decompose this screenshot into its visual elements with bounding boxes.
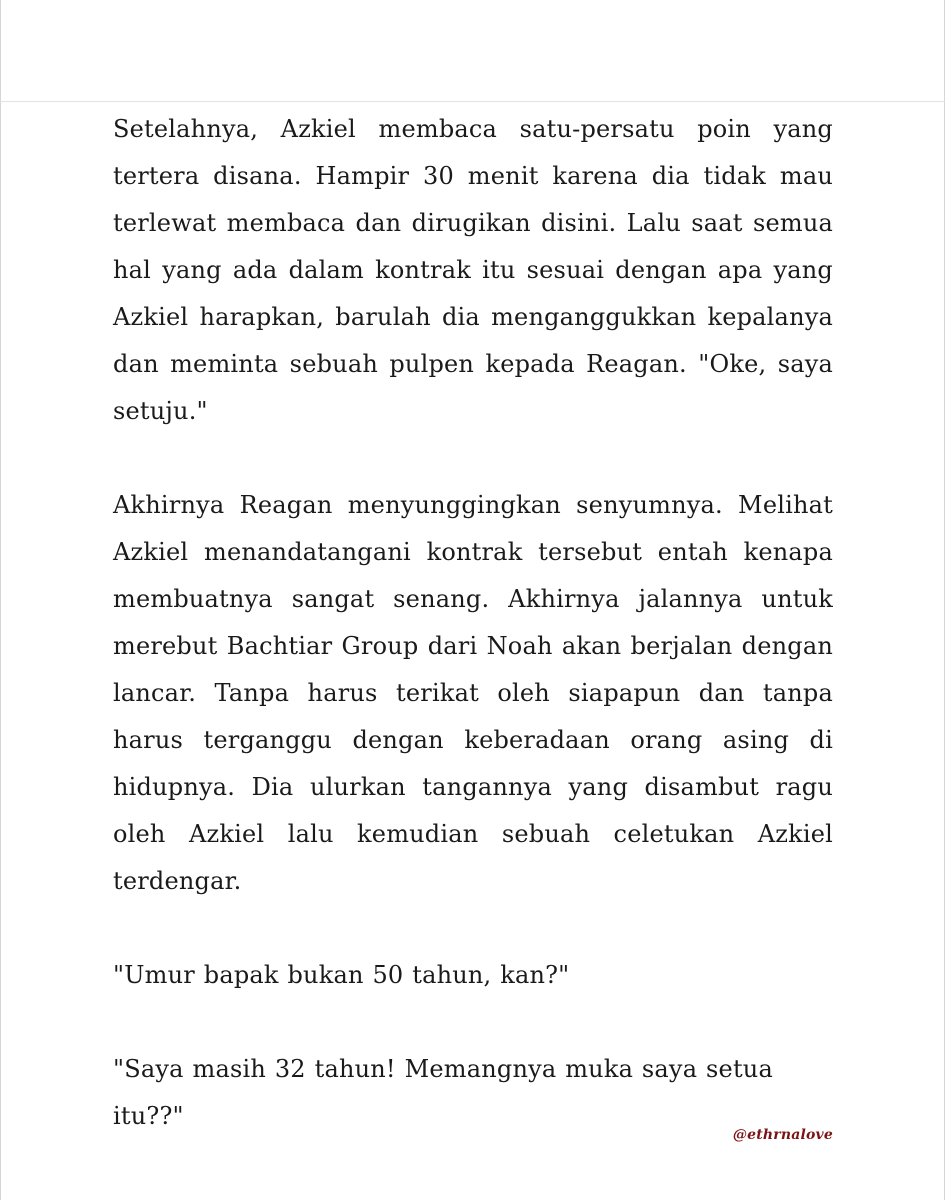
document-body xyxy=(113,106,833,1140)
paragraph-1: Setelahnya, Azkiel membaca satu-persatu poin yang tertera disana. Hampir 30 menit karena dia tidak mau terlewat membaca dan dirugikan disini. Lalu saat semua hal yang ada dalam kontrak itu sesuai dengan apa yang Azkiel harapkan, barulah dia menganggukkan kepalanya dan meminta sebuah pulpen kepada Reagan. "Oke, saya setuju." xyxy=(113,115,833,425)
paragraph-gap xyxy=(113,999,833,1046)
paragraph-gap xyxy=(113,905,833,952)
header-divider xyxy=(0,101,945,102)
paragraph-2: Akhirnya Reagan menyunggingkan senyumnya. Melihat Azkiel menandatangani kontrak tersebut entah kenapa membuatnya sangat senang. Akhirnya jalannya untuk merebut Bachtiar Group dari Noah akan berjalan dengan lancar. Tanpa harus terikat oleh siapapun dan tanpa harus terganggu dengan keberadaan orang asing di hidupnya. Dia ulurkan tangannya yang disambut ragu oleh Azkiel lalu kemudian sebuah celetukan Azkiel terdengar. xyxy=(113,491,833,895)
dialogue-line-2: "Saya masih 32 tahun! Memangnya muka saya setua itu??" xyxy=(113,1055,773,1130)
author-watermark: @ethrnalove xyxy=(732,1127,833,1143)
dialogue-line-1: "Umur bapak bukan 50 tahun, kan?" xyxy=(113,961,570,989)
paragraph-gap xyxy=(113,435,833,482)
